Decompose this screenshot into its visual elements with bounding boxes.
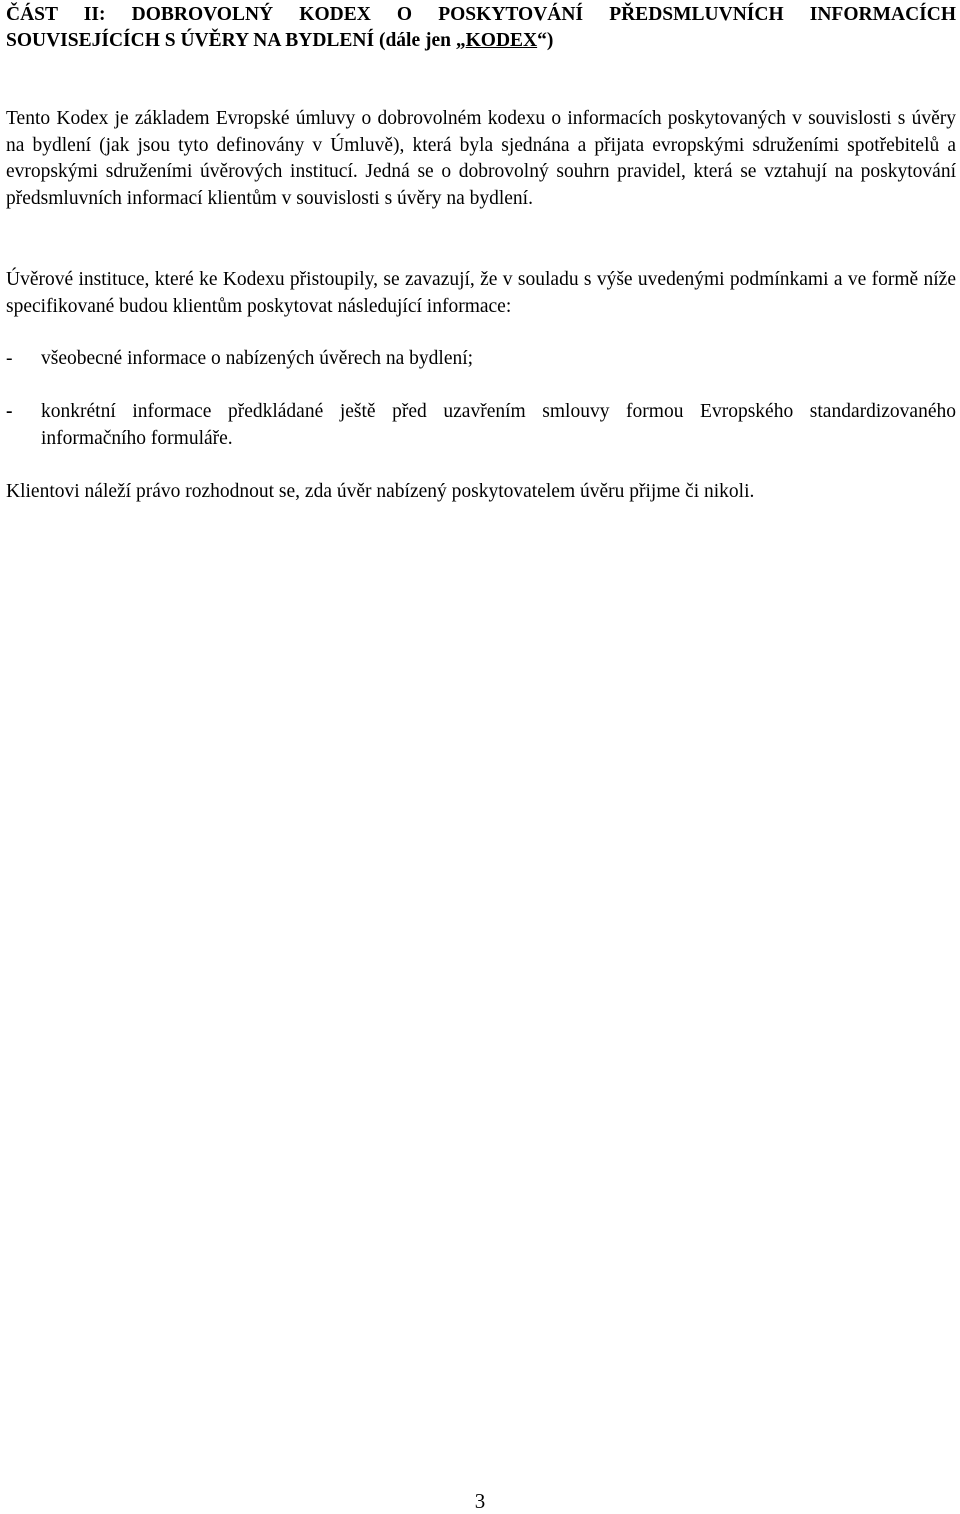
list-item-text: všeobecné informace o nabízených úvěrech na bydlení;: [41, 348, 474, 369]
closing-paragraph: Klientovi náleží právo rozhodnout se, zda úvěr nabízený poskytovatelem úvěru přijme či nikoli.: [6, 481, 755, 502]
page-number: 3: [474, 1489, 486, 1513]
list-item-text: konkrétní informace předkládané ještě před uzavřením smlouvy formou Evropského standardizovaného informačního formuláře.: [41, 401, 956, 449]
list-dash: -: [6, 401, 13, 422]
section-heading: [6, 0, 956, 54]
obligations-paragraph: Úvěrové instituce, které ke Kodexu přistoupily, se zavazují, že v souladu s výše uvedenými podmínkami a ve formě níže specifikované budou klientům poskytovat následující informace:: [6, 269, 956, 317]
heading-text: ČÁST II: DOBROVOLNÝ KODEX O POSKYTOVÁNÍ PŘEDSMLUVNÍCH INFORMACÍCH SOUVISEJÍCÍCH S ÚVĚRY NA BYDLENÍ (dále jen „: [6, 4, 956, 51]
list-item: [6, 346, 956, 373]
list-dash: -: [6, 348, 13, 369]
document-page: [6, 0, 956, 502]
list-item: [6, 399, 956, 452]
intro-paragraph: Tento Kodex je základem Evropské úmluvy o dobrovolném kodexu o informacích poskytovaných v souvislosti s úvěry na bydlení (jak jsou tyto definovány v Úmluvě), která byla sjednána a přijata evropskými sdruženími spotřebitelů a evropskými sdruženími úvěrových institucí. Jedná se o dobrovolný souhrn pravidel, která se vztahují na poskytování předsmluvních informací klientům v souvislosti s úvěry na bydlení.: [6, 108, 956, 209]
heading-close: “): [537, 30, 554, 51]
heading-kodex-term: KODEX: [465, 30, 538, 51]
